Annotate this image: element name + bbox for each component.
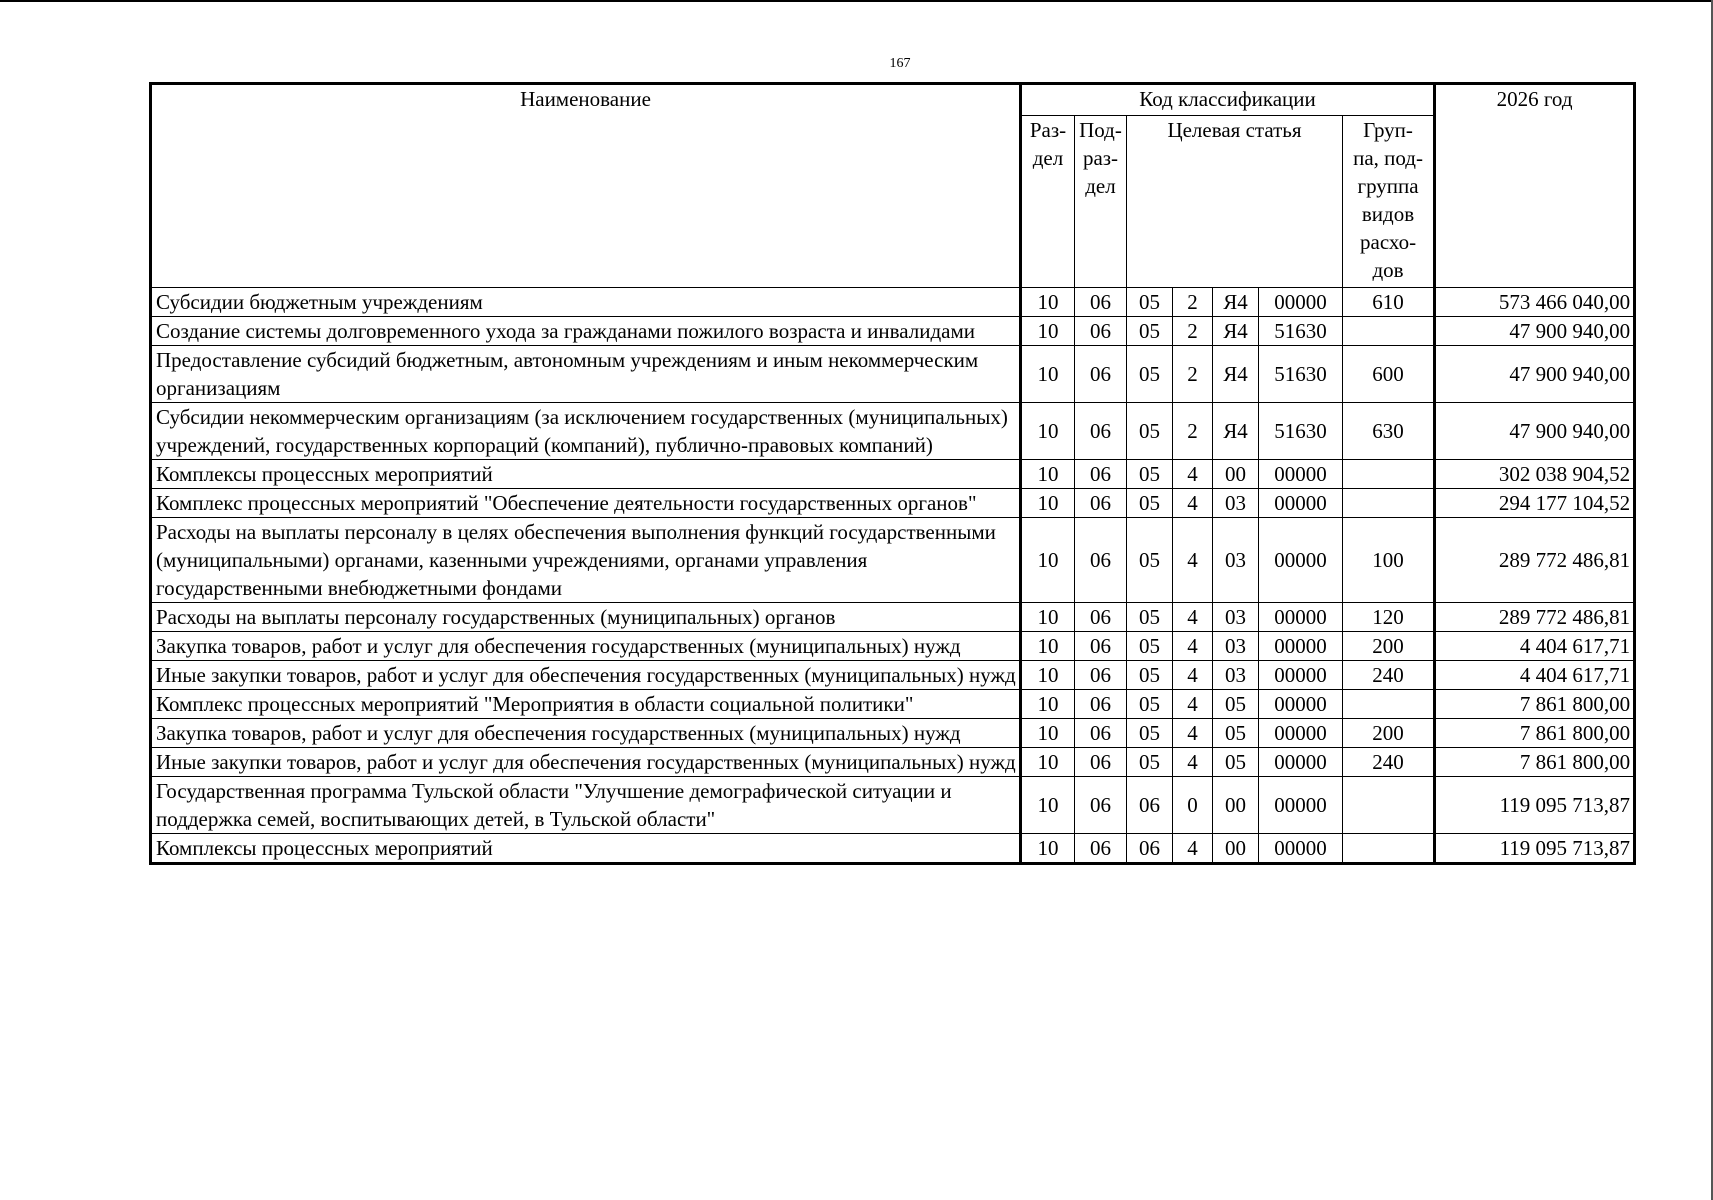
row-target-subprogram: 03 xyxy=(1213,661,1259,690)
row-subsection: 06 xyxy=(1075,661,1127,690)
row-subsection: 06 xyxy=(1075,719,1127,748)
table-row xyxy=(151,346,1635,403)
row-target-type: 4 xyxy=(1173,748,1213,777)
row-amount: 7 861 800,00 xyxy=(1435,719,1635,748)
row-target-program: 05 xyxy=(1127,346,1173,403)
table-row xyxy=(151,777,1635,834)
row-name: Комплексы процессных мероприятий xyxy=(151,834,1021,864)
row-target-type: 4 xyxy=(1173,518,1213,603)
row-target-subprogram: 00 xyxy=(1213,834,1259,864)
row-amount: 573 466 040,00 xyxy=(1435,288,1635,317)
row-amount: 7 861 800,00 xyxy=(1435,748,1635,777)
scan-edge-top xyxy=(0,0,1713,2)
row-amount: 4 404 617,71 xyxy=(1435,632,1635,661)
row-target-program: 05 xyxy=(1127,317,1173,346)
row-target-type: 2 xyxy=(1173,317,1213,346)
row-target-program: 05 xyxy=(1127,603,1173,632)
table-row xyxy=(151,603,1635,632)
row-target-type: 4 xyxy=(1173,460,1213,489)
row-amount: 47 900 940,00 xyxy=(1435,346,1635,403)
row-name: Иные закупки товаров, работ и услуг для обеспечения государственных (муниципальных) нужд xyxy=(151,661,1021,690)
row-subsection: 06 xyxy=(1075,518,1127,603)
row-target-type: 2 xyxy=(1173,403,1213,460)
row-target-type: 4 xyxy=(1173,690,1213,719)
table-row xyxy=(151,403,1635,460)
row-name: Закупка товаров, работ и услуг для обеспечения государственных (муниципальных) нужд xyxy=(151,632,1021,661)
row-target-subprogram: 00 xyxy=(1213,777,1259,834)
header-target-article: Целевая статья xyxy=(1127,116,1343,288)
row-name: Предоставление субсидий бюджетным, автономным учреждениям и иным некоммерческим организациям xyxy=(151,346,1021,403)
table-row xyxy=(151,632,1635,661)
row-target-direction: 51630 xyxy=(1259,403,1343,460)
row-expense-group: 120 xyxy=(1343,603,1435,632)
row-target-subprogram: 00 xyxy=(1213,460,1259,489)
row-name: Создание системы долговременного ухода за гражданами пожилого возраста и инвалидами xyxy=(151,317,1021,346)
row-amount: 294 177 104,52 xyxy=(1435,489,1635,518)
row-name: Субсидии некоммерческим организациям (за исключением государственных (муниципальных) учреждений, государственных корпораций (компаний), публично-правовых компаний) xyxy=(151,403,1021,460)
row-section: 10 xyxy=(1021,719,1075,748)
header-expense-group: Груп- па, под- группа видов расхо- дов xyxy=(1343,116,1435,288)
table-body xyxy=(151,288,1635,864)
header-name: Наименование xyxy=(151,84,1021,288)
row-section: 10 xyxy=(1021,748,1075,777)
header-year: 2026 год xyxy=(1435,84,1635,288)
row-subsection: 06 xyxy=(1075,748,1127,777)
row-amount: 4 404 617,71 xyxy=(1435,661,1635,690)
row-expense-group xyxy=(1343,489,1435,518)
row-target-subprogram: 05 xyxy=(1213,690,1259,719)
row-target-subprogram: 05 xyxy=(1213,719,1259,748)
row-expense-group: 200 xyxy=(1343,719,1435,748)
row-expense-group: 240 xyxy=(1343,748,1435,777)
row-section: 10 xyxy=(1021,632,1075,661)
row-target-program: 05 xyxy=(1127,719,1173,748)
row-target-program: 05 xyxy=(1127,690,1173,719)
row-expense-group xyxy=(1343,777,1435,834)
table-row xyxy=(151,288,1635,317)
row-name: Комплекс процессных мероприятий "Обеспечение деятельности государственных органов" xyxy=(151,489,1021,518)
row-section: 10 xyxy=(1021,489,1075,518)
row-name: Государственная программа Тульской области "Улучшение демографической ситуации и поддержка семей, воспитывающих детей, в Тульской области" xyxy=(151,777,1021,834)
header-classification: Код классификации xyxy=(1021,84,1435,116)
row-target-direction: 00000 xyxy=(1259,288,1343,317)
row-subsection: 06 xyxy=(1075,346,1127,403)
row-target-direction: 00000 xyxy=(1259,518,1343,603)
row-subsection: 06 xyxy=(1075,460,1127,489)
table-row xyxy=(151,489,1635,518)
table-row xyxy=(151,460,1635,489)
table-row xyxy=(151,719,1635,748)
table-row xyxy=(151,317,1635,346)
row-expense-group: 200 xyxy=(1343,632,1435,661)
row-target-type: 4 xyxy=(1173,603,1213,632)
row-target-direction: 00000 xyxy=(1259,777,1343,834)
table-row xyxy=(151,661,1635,690)
table-row xyxy=(151,690,1635,719)
row-amount: 47 900 940,00 xyxy=(1435,317,1635,346)
table-row xyxy=(151,748,1635,777)
row-target-direction: 00000 xyxy=(1259,603,1343,632)
row-target-direction: 00000 xyxy=(1259,748,1343,777)
table-row xyxy=(151,834,1635,864)
budget-table xyxy=(149,82,1636,865)
row-target-subprogram: 05 xyxy=(1213,748,1259,777)
row-target-program: 05 xyxy=(1127,661,1173,690)
row-expense-group: 630 xyxy=(1343,403,1435,460)
row-target-type: 2 xyxy=(1173,346,1213,403)
row-target-direction: 00000 xyxy=(1259,632,1343,661)
row-amount: 289 772 486,81 xyxy=(1435,518,1635,603)
row-target-direction: 00000 xyxy=(1259,489,1343,518)
row-expense-group xyxy=(1343,317,1435,346)
row-section: 10 xyxy=(1021,346,1075,403)
row-subsection: 06 xyxy=(1075,690,1127,719)
row-name: Иные закупки товаров, работ и услуг для обеспечения государственных (муниципальных) нужд xyxy=(151,748,1021,777)
row-name: Закупка товаров, работ и услуг для обеспечения государственных (муниципальных) нужд xyxy=(151,719,1021,748)
table-row xyxy=(151,518,1635,603)
row-target-program: 05 xyxy=(1127,403,1173,460)
row-subsection: 06 xyxy=(1075,403,1127,460)
row-subsection: 06 xyxy=(1075,489,1127,518)
row-target-subprogram: Я4 xyxy=(1213,403,1259,460)
row-amount: 119 095 713,87 xyxy=(1435,834,1635,864)
row-target-program: 05 xyxy=(1127,288,1173,317)
row-expense-group: 240 xyxy=(1343,661,1435,690)
row-target-subprogram: Я4 xyxy=(1213,288,1259,317)
row-target-direction: 00000 xyxy=(1259,719,1343,748)
row-section: 10 xyxy=(1021,317,1075,346)
row-section: 10 xyxy=(1021,690,1075,719)
row-expense-group: 600 xyxy=(1343,346,1435,403)
row-subsection: 06 xyxy=(1075,632,1127,661)
row-subsection: 06 xyxy=(1075,317,1127,346)
row-target-direction: 51630 xyxy=(1259,346,1343,403)
row-expense-group xyxy=(1343,690,1435,719)
row-target-direction: 00000 xyxy=(1259,834,1343,864)
row-subsection: 06 xyxy=(1075,603,1127,632)
row-target-program: 05 xyxy=(1127,518,1173,603)
row-target-direction: 51630 xyxy=(1259,317,1343,346)
row-target-subprogram: 03 xyxy=(1213,518,1259,603)
row-target-type: 4 xyxy=(1173,834,1213,864)
row-target-program: 05 xyxy=(1127,748,1173,777)
row-amount: 119 095 713,87 xyxy=(1435,777,1635,834)
row-section: 10 xyxy=(1021,777,1075,834)
row-target-direction: 00000 xyxy=(1259,460,1343,489)
row-target-program: 06 xyxy=(1127,777,1173,834)
row-target-program: 05 xyxy=(1127,489,1173,518)
row-target-subprogram: 03 xyxy=(1213,632,1259,661)
row-target-type: 2 xyxy=(1173,288,1213,317)
row-target-subprogram: Я4 xyxy=(1213,346,1259,403)
row-target-type: 4 xyxy=(1173,661,1213,690)
row-subsection: 06 xyxy=(1075,288,1127,317)
row-section: 10 xyxy=(1021,603,1075,632)
row-target-subprogram: Я4 xyxy=(1213,317,1259,346)
row-name: Комплексы процессных мероприятий xyxy=(151,460,1021,489)
row-target-program: 05 xyxy=(1127,460,1173,489)
row-subsection: 06 xyxy=(1075,834,1127,864)
row-amount: 47 900 940,00 xyxy=(1435,403,1635,460)
row-section: 10 xyxy=(1021,288,1075,317)
row-amount: 289 772 486,81 xyxy=(1435,603,1635,632)
row-name: Расходы на выплаты персоналу в целях обеспечения выполнения функций государственными (муниципальными) органами, казенными учреждениями, органами управления государственными внебюджетными фондами xyxy=(151,518,1021,603)
row-section: 10 xyxy=(1021,460,1075,489)
row-target-type: 4 xyxy=(1173,719,1213,748)
row-expense-group xyxy=(1343,834,1435,864)
row-target-type: 4 xyxy=(1173,632,1213,661)
header-section: Раз- дел xyxy=(1021,116,1075,288)
page-number: 167 xyxy=(889,56,911,71)
row-name: Субсидии бюджетным учреждениям xyxy=(151,288,1021,317)
row-section: 10 xyxy=(1021,403,1075,460)
row-section: 10 xyxy=(1021,834,1075,864)
row-target-subprogram: 03 xyxy=(1213,489,1259,518)
row-section: 10 xyxy=(1021,518,1075,603)
row-target-direction: 00000 xyxy=(1259,690,1343,719)
row-target-direction: 00000 xyxy=(1259,661,1343,690)
row-section: 10 xyxy=(1021,661,1075,690)
row-target-subprogram: 03 xyxy=(1213,603,1259,632)
row-target-type: 0 xyxy=(1173,777,1213,834)
header-subsection: Под- раз- дел xyxy=(1075,116,1127,288)
row-subsection: 06 xyxy=(1075,777,1127,834)
row-expense-group: 100 xyxy=(1343,518,1435,603)
row-expense-group: 610 xyxy=(1343,288,1435,317)
row-amount: 302 038 904,52 xyxy=(1435,460,1635,489)
row-name: Комплекс процессных мероприятий "Мероприятия в области социальной политики" xyxy=(151,690,1021,719)
row-target-program: 05 xyxy=(1127,632,1173,661)
row-target-type: 4 xyxy=(1173,489,1213,518)
row-name: Расходы на выплаты персоналу государственных (муниципальных) органов xyxy=(151,603,1021,632)
row-target-program: 06 xyxy=(1127,834,1173,864)
row-amount: 7 861 800,00 xyxy=(1435,690,1635,719)
row-expense-group xyxy=(1343,460,1435,489)
